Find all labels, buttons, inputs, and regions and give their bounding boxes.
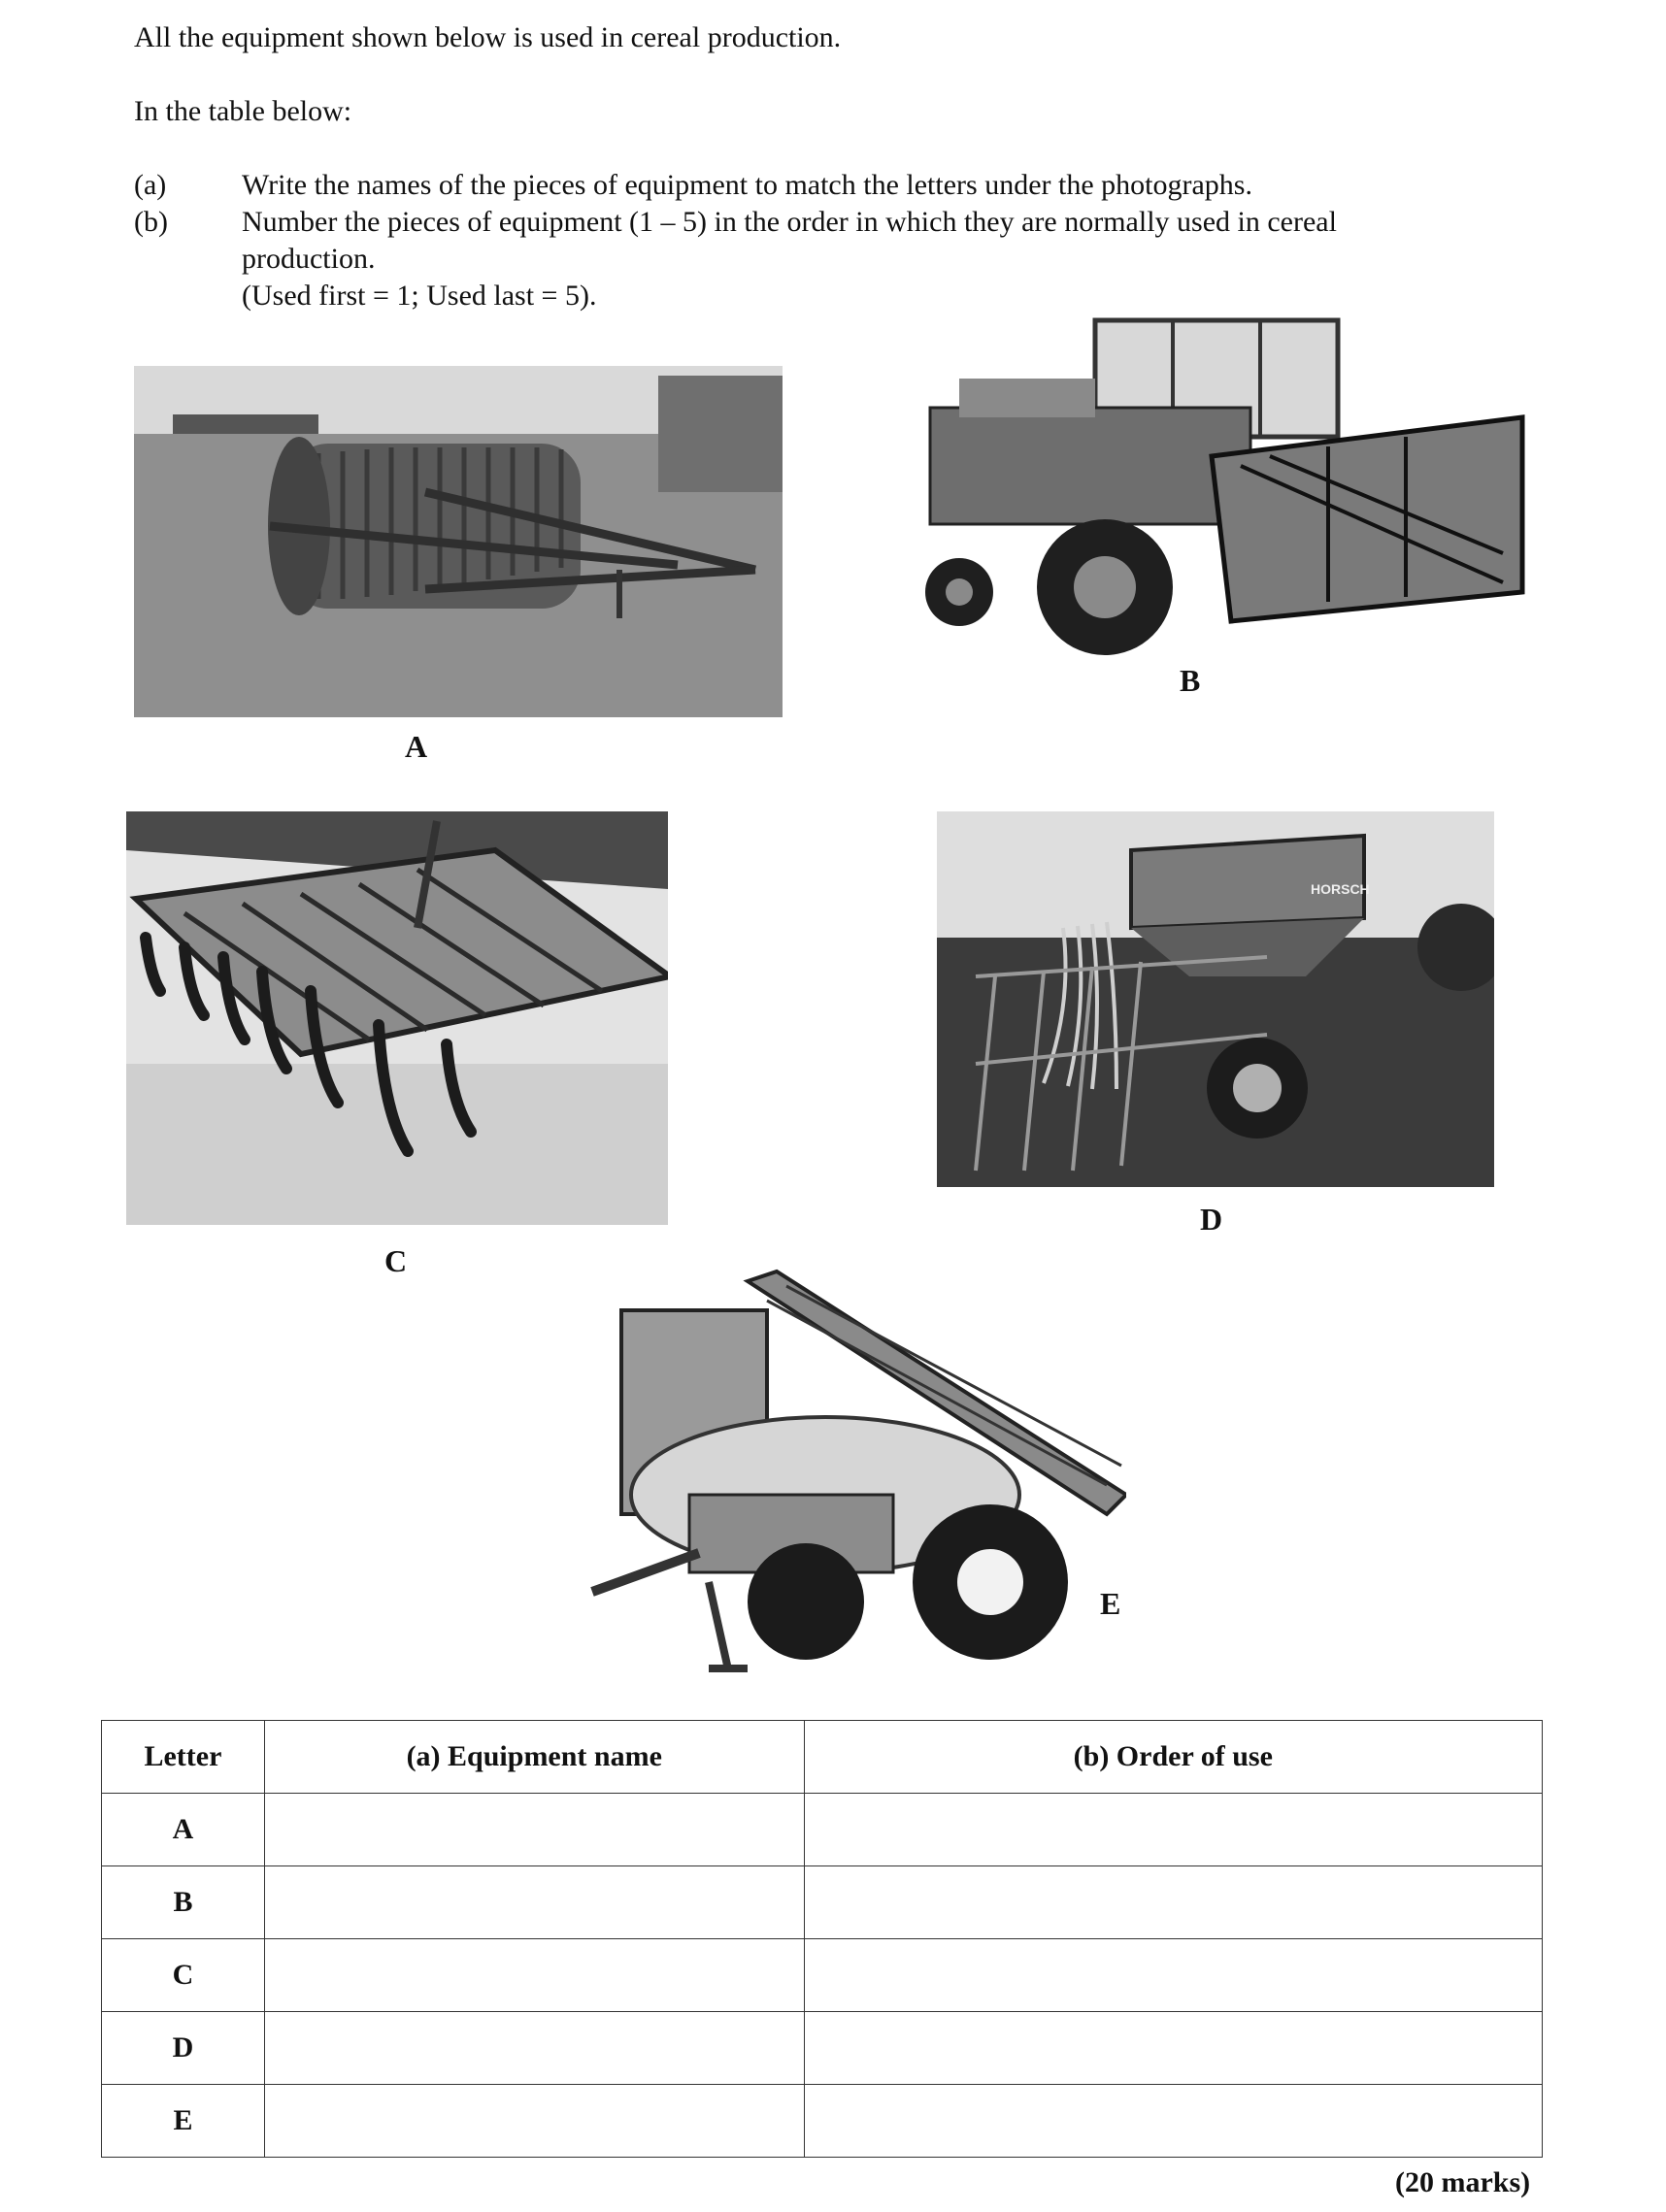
photo-label-d: D xyxy=(1200,1202,1223,1237)
header-order-of-use: (b) Order of use xyxy=(804,1721,1542,1794)
seed-drill-brand-text: HORSCH xyxy=(1311,881,1370,897)
seed-drill-photo xyxy=(937,811,1494,1187)
table-intro-text: In the table below: xyxy=(134,95,352,127)
row-letter: E xyxy=(102,2085,265,2158)
row-letter: C xyxy=(102,1939,265,2012)
header-letter: Letter xyxy=(102,1721,265,1794)
equipment-name-cell[interactable] xyxy=(264,1939,804,2012)
instruction-b-line-3: (Used first = 1; Used last = 5). xyxy=(242,280,597,312)
row-letter: B xyxy=(102,1866,265,1939)
crop-sprayer-photo xyxy=(563,1262,1126,1689)
equipment-name-cell[interactable] xyxy=(264,1866,804,1939)
table-row xyxy=(102,2012,1543,2085)
instruction-b-line-2: production. xyxy=(242,243,376,275)
header-equipment-name: (a) Equipment name xyxy=(264,1721,804,1794)
intro-text: All the equipment shown below is used in cereal production. xyxy=(134,21,842,53)
photo-label-e: E xyxy=(1100,1586,1121,1621)
instruction-b-label: (b) xyxy=(134,206,168,238)
cultivator-photo xyxy=(126,811,668,1225)
table-row xyxy=(102,1794,1543,1866)
table-row xyxy=(102,1866,1543,1939)
instruction-a-text: Write the names of the pieces of equipment to match the letters under the photographs. xyxy=(242,169,1252,201)
equipment-name-cell[interactable] xyxy=(264,2012,804,2085)
order-of-use-cell[interactable] xyxy=(804,2085,1542,2158)
land-roller-photo xyxy=(134,366,783,717)
order-of-use-cell[interactable] xyxy=(804,1866,1542,1939)
equipment-name-cell[interactable] xyxy=(264,2085,804,2158)
instruction-b-line-1: Number the pieces of equipment (1 – 5) in the order in which they are normally used in cereal xyxy=(242,206,1337,238)
table-row xyxy=(102,1939,1543,2012)
answer-table xyxy=(101,1720,1543,2158)
row-letter: D xyxy=(102,2012,265,2085)
order-of-use-cell[interactable] xyxy=(804,2012,1542,2085)
photo-label-b: B xyxy=(1180,663,1201,698)
order-of-use-cell[interactable] xyxy=(804,1794,1542,1866)
table-row xyxy=(102,2085,1543,2158)
row-letter: A xyxy=(102,1794,265,1866)
photo-label-c: C xyxy=(384,1243,408,1278)
marks-total: (20 marks) xyxy=(1395,2166,1531,2198)
photo-label-a: A xyxy=(405,729,428,764)
order-of-use-cell[interactable] xyxy=(804,1939,1542,2012)
instruction-a-label: (a) xyxy=(134,169,167,201)
equipment-name-cell[interactable] xyxy=(264,1794,804,1866)
combine-harvester-photo xyxy=(920,301,1530,670)
table-header-row xyxy=(102,1721,1543,1794)
